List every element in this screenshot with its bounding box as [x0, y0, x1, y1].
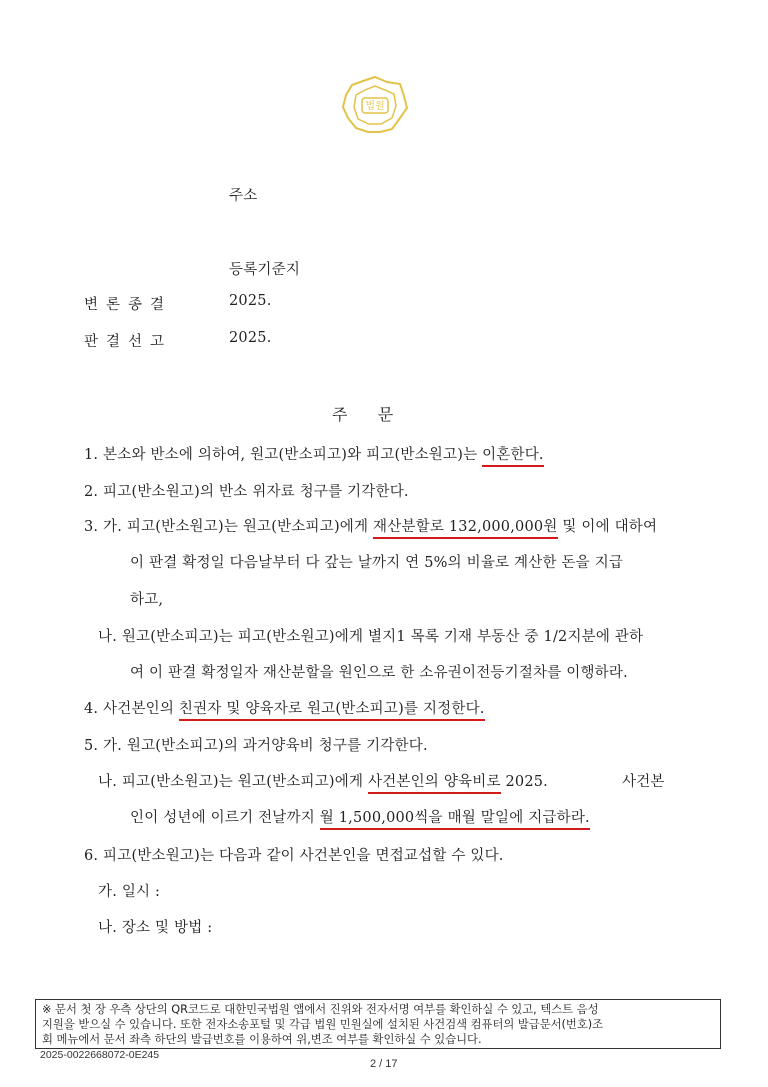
judgment-date: 2025. — [229, 330, 272, 346]
order-item-4 — [84, 697, 485, 718]
order-item-3a-line2: 이 판결 확정일 다음날부터 다 갚는 날까지 연 5%의 비율로 계산한 돈을 지급 — [130, 555, 624, 571]
order-item-1-text: 1. 본소와 반소에 의하여, 원고(반소피고)와 피고(반소원고)는 — [84, 447, 483, 463]
order-item-5b-line2 — [130, 806, 590, 827]
order-item-3a-tail: 및 이에 대하여 — [557, 519, 658, 535]
order-item-6b: 나. 장소 및 방법 : — [98, 920, 213, 936]
verification-notice — [35, 999, 721, 1049]
order-item-6a: 가. 일시 : — [98, 884, 161, 900]
order-item-6: 6. 피고(반소원고)는 다음과 같이 사건본인을 면접교섭할 수 있다. — [84, 848, 504, 864]
order-item-3a — [84, 515, 657, 536]
order-item-1-underlined: 이혼한다. — [482, 447, 544, 467]
order-item-5b-line1 — [98, 770, 548, 791]
order-title: 주 문 — [332, 405, 396, 424]
order-item-3b-line2: 여 이 판결 확정일자 재산분할을 원인으로 한 소유권이전등기절차를 이행하라. — [130, 665, 628, 681]
court-seal-icon — [340, 74, 410, 136]
order-item-5a: 5. 가. 원고(반소피고)의 과거양육비 청구를 기각한다. — [84, 738, 428, 754]
order-item-2: 2. 피고(반소원고)의 반소 위자료 청구를 기각한다. — [84, 484, 409, 500]
order-item-1 — [84, 443, 544, 464]
order-item-4-underlined: 친권자 및 양육자로 원고(반소피고)를 지정한다. — [179, 701, 485, 721]
seal-text: 법원 — [365, 101, 385, 112]
order-item-3a-underlined: 재산분할로 132,000,000원 — [373, 519, 558, 539]
order-item-5b-text: 나. 피고(반소원고)는 원고(반소피고)에게 — [98, 774, 368, 790]
address-label: 주소 — [229, 188, 258, 204]
order-item-5b-tail: 사건본 — [622, 774, 665, 790]
order-item-5b-underlined: 사건본인의 양육비로 — [368, 774, 501, 794]
order-item-4-text: 4. 사건본인의 — [84, 701, 179, 717]
order-item-5b-line2-text: 인이 성년에 이르기 전날까지 — [130, 810, 320, 826]
order-item-5b-line2-underlined: 월 1,500,000씩을 매월 말일에 지급하라. — [320, 810, 590, 830]
judgment-label: 판결선고 — [84, 334, 173, 350]
document-id: 2025-0022668072-0E245 — [40, 1049, 160, 1061]
notice-line-3: 회 메뉴에서 문서 좌측 하단의 발급번호를 이용하여 위,변조 여부를 확인하실 수 있습니다. — [42, 1033, 482, 1046]
order-item-3a-text: 3. 가. 피고(반소원고)는 원고(반소피고)에게 — [84, 519, 374, 535]
closing-label: 변론종결 — [84, 297, 173, 313]
notice-line-1: ※ 문서 첫 장 우측 상단의 QR코드로 대한민국법원 앱에서 진위와 전자서명 여부를 확인하실 수 있고, 텍스트 음성 — [42, 1003, 599, 1016]
order-item-3a-line3: 하고, — [130, 592, 164, 608]
notice-line-2: 지원을 받으실 수 있습니다. 또한 전자소송포털 및 각급 법원 민원실에 설치된 사건검색 컴퓨터의 발급문서(번호)조 — [42, 1018, 604, 1031]
registry-label: 등록기준지 — [229, 262, 301, 278]
page-number: 2 / 17 — [370, 1058, 398, 1070]
closing-date: 2025. — [229, 293, 272, 309]
order-item-3b-line1: 나. 원고(반소피고)는 피고(반소원고)에게 별지1 목록 기재 부동산 중 1/2지분에 관하 — [98, 629, 644, 645]
order-item-5b-date: 2025. — [500, 774, 548, 790]
